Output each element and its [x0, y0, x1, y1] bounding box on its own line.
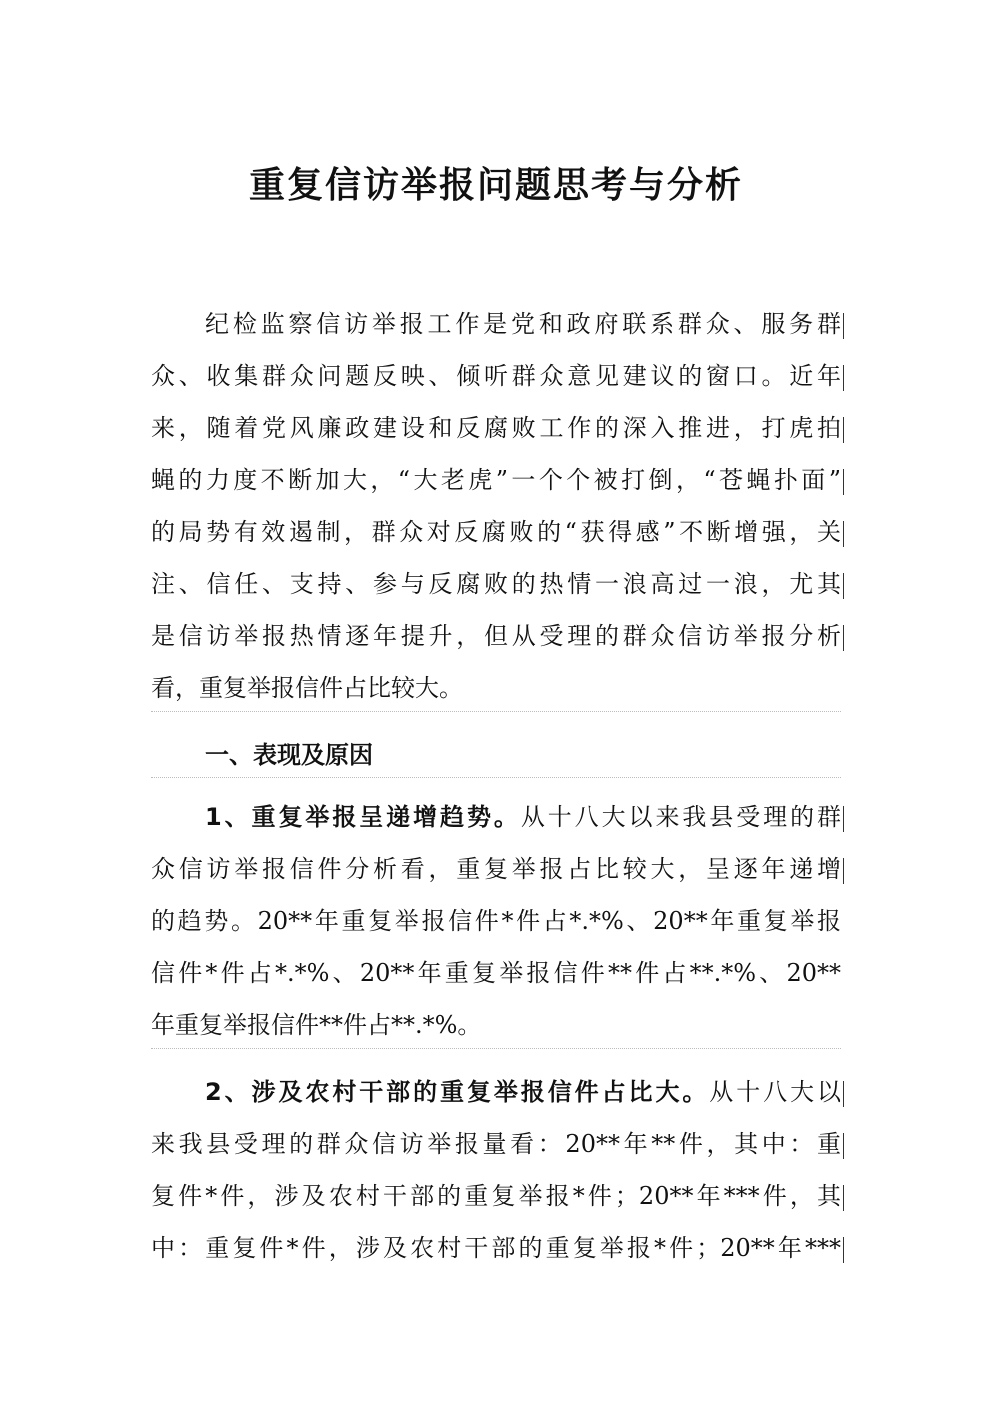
margin-mark	[843, 806, 844, 832]
margin-mark	[843, 1237, 844, 1263]
item1-line-4: 信件*件占*.*%、20**年重复举报信件**件占**.*%、20**	[151, 959, 841, 987]
margin-mark	[843, 469, 844, 495]
margin-mark	[843, 417, 844, 443]
item1-lead: 1、重复举报呈递增趋势。	[205, 803, 521, 831]
intro-line-2: 众、收集群众问题反映、倾听群众意见建议的窗口。近年	[151, 362, 841, 390]
section-heading: 一、表现及原因	[205, 741, 373, 769]
margin-mark	[843, 313, 844, 339]
intro-line-8: 看，重复举报信件占比较大。	[151, 674, 463, 702]
item2-lead: 2、涉及农村干部的重复举报信件占比大。	[205, 1078, 710, 1106]
divider	[151, 777, 841, 778]
intro-line-1: 纪检监察信访举报工作是党和政府联系群众、服务群	[205, 310, 841, 338]
intro-line-7: 是信访举报热情逐年提升，但从受理的群众信访举报分析	[151, 622, 841, 650]
item2-line-4: 中：重复件*件，涉及农村干部的重复举报*件；20**年***	[151, 1234, 841, 1262]
margin-mark	[843, 625, 844, 651]
intro-line-4: 蝇的力度不断加大，“大老虎”一个个被打倒，“苍蝇扑面”	[151, 466, 841, 494]
item1-line-3: 的趋势。20**年重复举报信件*件占*.*%、20**年重复举报	[151, 907, 841, 935]
divider	[151, 711, 841, 712]
item2-line-3: 复件*件，涉及农村干部的重复举报*件；20**年***件，其	[151, 1182, 841, 1210]
margin-mark	[843, 858, 844, 884]
margin-mark	[843, 365, 844, 391]
margin-mark	[843, 573, 844, 599]
margin-mark	[843, 1185, 844, 1211]
document-title: 重复信访举报问题思考与分析	[248, 164, 743, 206]
item1-line-1	[205, 797, 841, 837]
item2-line-1	[205, 1072, 841, 1112]
margin-mark	[843, 1133, 844, 1159]
intro-line-5: 的局势有效遏制，群众对反腐败的“获得感”不断增强，关	[151, 518, 841, 546]
item1-line-5: 年重复举报信件**件占**.*%。	[151, 1011, 482, 1039]
intro-line-3: 来，随着党风廉政建设和反腐败工作的深入推进，打虎拍	[151, 414, 841, 442]
margin-mark	[843, 521, 844, 547]
intro-line-6: 注、信任、支持、参与反腐败的热情一浪高过一浪，尤其	[151, 570, 841, 598]
item1-first-rest: 从十八大以来我县受理的群	[520, 803, 841, 831]
divider	[151, 1048, 841, 1049]
item1-line-2: 众信访举报信件分析看，重复举报占比较大，呈逐年递增	[151, 855, 841, 883]
margin-mark	[843, 1081, 844, 1107]
item2-line-2: 来我县受理的群众信访举报量看：20**年**件，其中：重	[151, 1130, 841, 1158]
item2-first-rest: 从十八大以	[709, 1078, 841, 1106]
